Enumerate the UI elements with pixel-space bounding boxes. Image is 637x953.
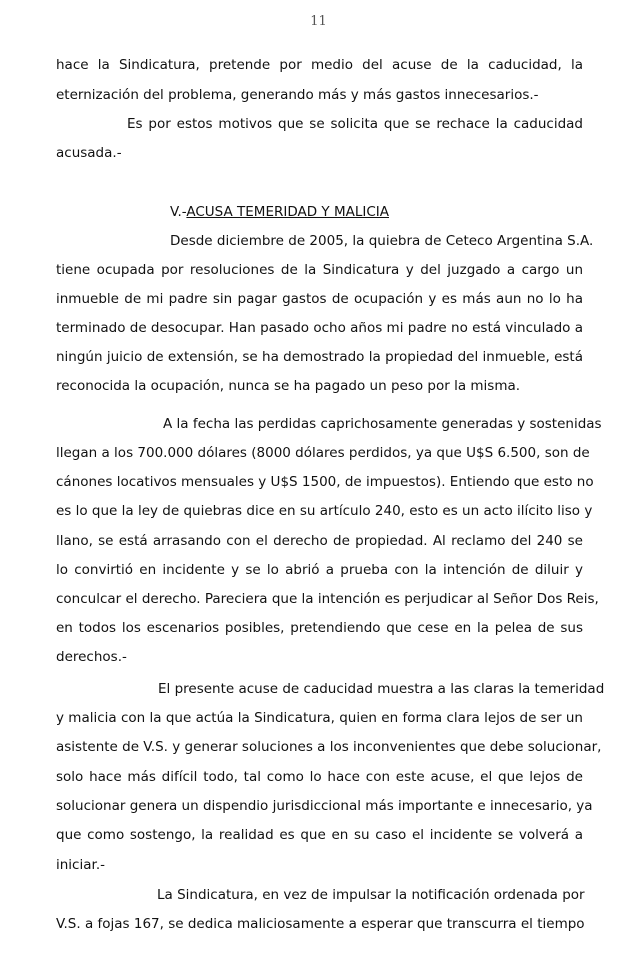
body-line: acusada.- [56, 145, 122, 161]
body-line: ningún juicio de extensión, se ha demostrado la propiedad del inmueble, está [56, 349, 583, 365]
body-line: asistente de V.S. y generar soluciones a los inconvenientes que debe solucionar, [56, 739, 602, 755]
body-line: A la fecha las perdidas caprichosamente generadas y sostenidas [163, 416, 602, 432]
body-line: Es por estos motivos que se solicita que se rechace la caducidad [127, 116, 583, 132]
body-line: llano, se está arrasando con el derecho de propiedad. Al reclamo del 240 se [56, 533, 583, 549]
body-line: eternización del problema, generando más y más gastos innecesarios.- [56, 87, 539, 103]
section-heading [170, 203, 389, 221]
body-line: tiene ocupada por resoluciones de la Sindicatura y del juzgado a cargo un [56, 262, 583, 278]
body-line: llegan a los 700.000 dólares (8000 dólares perdidos, ya que U$S 6.500, son de [56, 445, 590, 461]
body-line: es lo que la ley de quiebras dice en su artículo 240, esto es un acto ilícito liso y [56, 503, 593, 519]
section-heading-number: V.- [170, 204, 187, 220]
section-heading-title: ACUSA TEMERIDAD Y MALICIA [186, 204, 389, 220]
body-line: Desde diciembre de 2005, la quiebra de Ceteco Argentina S.A. [170, 233, 594, 249]
body-line: La Sindicatura, en vez de impulsar la notificación ordenada por [157, 887, 585, 903]
body-line: V.S. a fojas 167, se dedica maliciosamente a esperar que transcurra el tiempo [56, 916, 585, 932]
body-line: en todos los escenarios posibles, pretendiendo que cese en la pelea de sus [56, 620, 583, 636]
body-line: inmueble de mi padre sin pagar gastos de ocupación y es más aun no lo ha [56, 291, 583, 307]
body-line: solucionar genera un dispendio jurisdiccional más importante e innecesario, ya [56, 798, 593, 814]
body-line: lo convirtió en incidente y se lo abrió a prueba con la intención de diluir y [56, 562, 583, 578]
body-line: cánones locativos mensuales y U$S 1500, de impuestos). Entiendo que esto no [56, 474, 594, 490]
body-line: hace la Sindicatura, pretende por medio del acuse de la caducidad, la [56, 57, 583, 73]
page-number: 11 [310, 14, 327, 29]
body-line: reconocida la ocupación, nunca se ha pagado un peso por la misma. [56, 378, 521, 394]
body-line: conculcar el derecho. Pareciera que la intención es perjudicar al Señor Dos Reis, [56, 591, 599, 607]
body-line: y malicia con la que actúa la Sindicatura, quien en forma clara lejos de ser un [56, 710, 583, 726]
body-line: terminado de desocupar. Han pasado ocho años mi padre no está vinculado a [56, 320, 584, 336]
body-line: derechos.- [56, 649, 127, 665]
body-line: que como sostengo, la realidad es que en su caso el incidente se volverá a [56, 827, 583, 843]
body-line: solo hace más difícil todo, tal como lo hace con este acuse, el que lejos de [56, 769, 583, 785]
body-line: iniciar.- [56, 857, 105, 873]
body-line: El presente acuse de caducidad muestra a las claras la temeridad [158, 681, 605, 697]
